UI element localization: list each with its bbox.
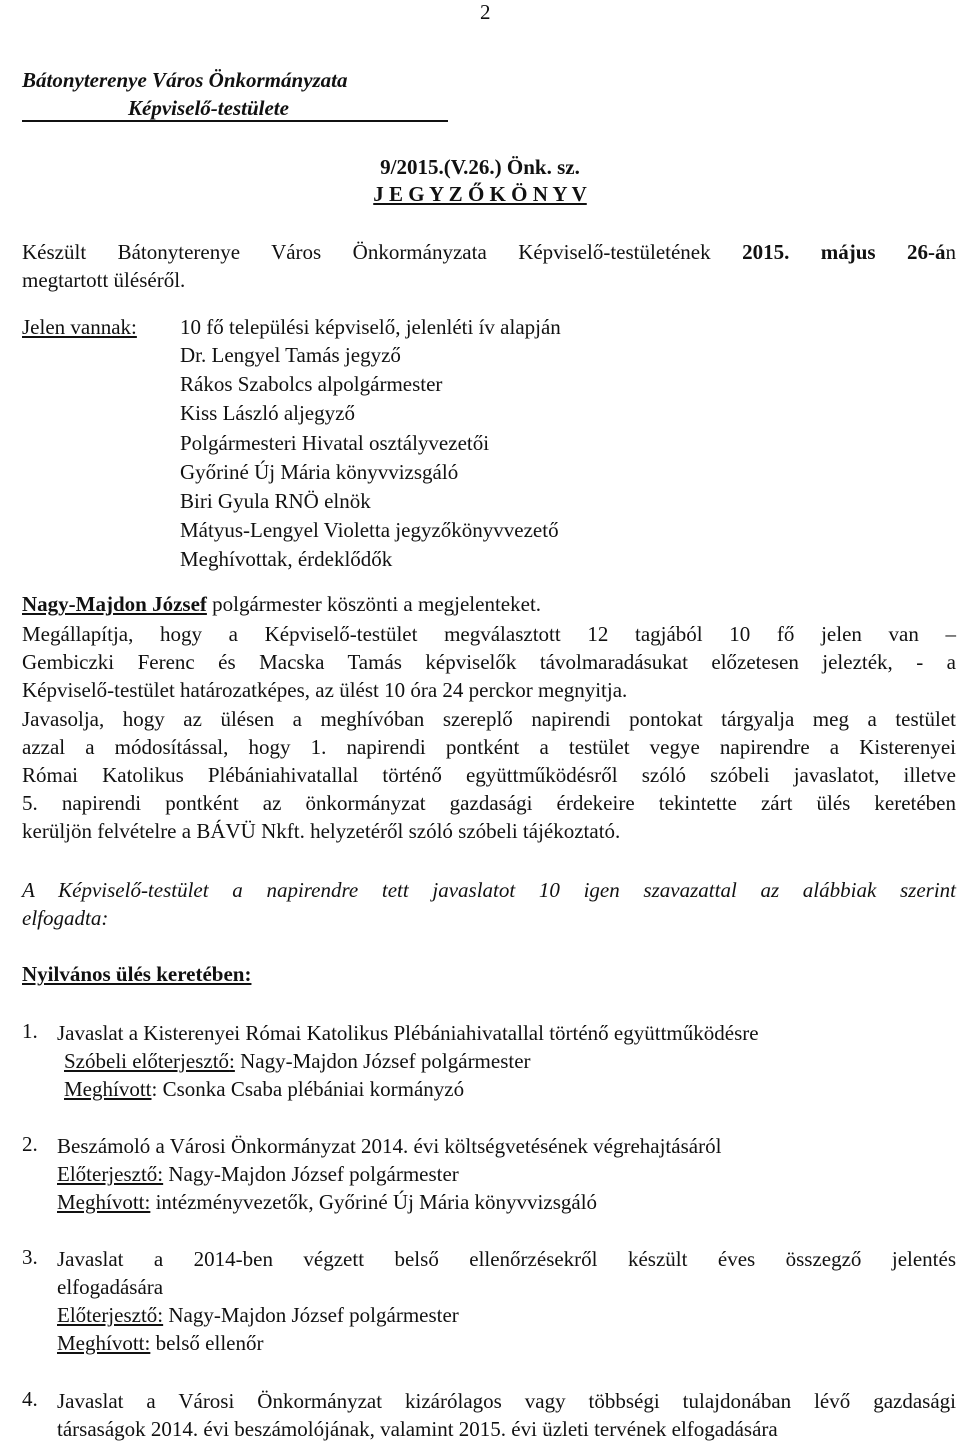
decree-number: 9/2015.(V.26.) Önk. sz. (380, 155, 580, 179)
present-item: Mátyus-Lengyel Violetta jegyzőkönyvvezető (180, 518, 559, 543)
vote-line: elfogadta: (22, 906, 109, 930)
agenda-item-number: 3. (22, 1245, 38, 1269)
intro-date-suffix: n (945, 240, 956, 264)
invited-name: belső ellenőr (150, 1331, 264, 1355)
present-item: Meghívottak, érdeklődők (180, 547, 393, 572)
findings-line: Képviselő-testület határozatképes, az ülést 10 óra 24 perckor megnyitja. (22, 678, 628, 702)
present-item: Polgármesteri Hivatal osztályvezetői (180, 430, 490, 455)
vote-line: A Képviselő-testület a napirendre tett javaslatot 10 igen szavazattal az alábbiak szerint (22, 878, 956, 902)
document-heading (0, 182, 960, 207)
proposal-paragraph (22, 705, 956, 845)
invited-name: Csonka Csaba plébániai kormányzó (157, 1077, 465, 1101)
invited-label: Meghívott: (57, 1331, 151, 1355)
intro-paragraph (22, 238, 956, 294)
present-item: Dr. Lengyel Tamás jegyző (180, 343, 401, 367)
mayor-name: Nagy-Majdon József (22, 592, 207, 616)
present-label (22, 315, 137, 340)
proposal-line: azzal a módosítással, hogy 1. napirendi pontként a testület vegye napirendre a Kisterenyei (22, 735, 956, 759)
presenter-label: Szóbeli előterjesztő (64, 1049, 230, 1073)
org-name: Bátonyterenye Város Önkormányzata (22, 68, 348, 92)
agenda-item (57, 1245, 956, 1357)
agenda-item-invited (64, 1075, 956, 1103)
org-body: Képviselő-testülete (128, 96, 289, 120)
invited-label: Meghívott: (57, 1190, 151, 1214)
page-number: 2 (480, 0, 491, 24)
present-item: Győriné Új Mária könyvvizsgáló (180, 459, 459, 484)
invited-sep: : (151, 1077, 158, 1101)
public-session-heading-text: Nyilvános ülés keretében: (22, 962, 252, 986)
agenda-item-invited (57, 1329, 956, 1357)
agenda-item (57, 1019, 956, 1103)
proposal-line: Javasolja, hogy az ülésen a meghívóban szereplő napirendi pontokat tárgyalja meg a testület (22, 707, 956, 731)
presenter-name: Nagy-Majdon József polgármester (163, 1162, 459, 1186)
agenda-item-title: Javaslat a 2014-ben végzett belső ellenőrzésekről készült éves összegző jelentés (57, 1247, 956, 1271)
agenda-item (57, 1132, 956, 1216)
greeting-rest: polgármester köszönti a megjelenteket. (206, 592, 542, 616)
agenda-item-number: 2. (22, 1132, 38, 1156)
present-item: Biri Gyula RNÖ elnök (180, 489, 371, 514)
findings-paragraph (22, 620, 956, 704)
presenter-sep: : (229, 1049, 235, 1073)
agenda-item (57, 1387, 956, 1443)
greeting (22, 592, 541, 617)
agenda-item-presenter (64, 1047, 956, 1075)
invited-name: intézményvezetők, Győriné Új Mária könyvvizsgáló (150, 1190, 598, 1214)
proposal-line: 5. napirendi pontként az önkormányzat gazdasági érdekeire tekintette zárt ülés keretében (22, 791, 956, 815)
agenda-item-presenter (57, 1301, 956, 1329)
present-list (180, 341, 559, 575)
present-first: 10 fő települési képviselő, jelenléti ív alapján (180, 315, 561, 339)
document-heading-text: J E G Y Z Ő K Ö N Y V (373, 182, 587, 206)
vote-paragraph (22, 876, 956, 932)
presenter-name: Nagy-Majdon József polgármester (163, 1303, 459, 1327)
presenter-label: Előterjesztő: (57, 1162, 164, 1186)
agenda-item-title-cont: elfogadására (57, 1275, 164, 1299)
agenda-item-invited (57, 1188, 956, 1216)
findings-line: Gembiczki Ferenc és Macska Tamás képviselők távolmaradásukat előzetesen jelezték, - a (22, 650, 956, 674)
present-item: Kiss László aljegyző (180, 401, 355, 426)
invited-label: Meghívott (64, 1077, 152, 1101)
agenda-item-number: 1. (22, 1019, 38, 1043)
agenda-item-title-cont: társaságok 2014. évi beszámolójának, valamint 2015. évi üzleti tervének elfogadására (57, 1417, 778, 1441)
agenda-item-number: 4. (22, 1387, 38, 1411)
present-item: Rákos Szabolcs alpolgármester (180, 372, 443, 397)
intro-prefix: Készült Bátonyterenye Város Önkormányzata Képviselő-testületének (22, 240, 743, 264)
intro-date: 2015. május 26-á (742, 240, 946, 264)
header-rule (22, 120, 448, 122)
public-session-heading (22, 962, 251, 987)
proposal-line: Római Katolikus Plébániahivatallal történő együttműködésről szóló szóbeli javaslatot, illetve (22, 763, 956, 787)
present-label-text: Jelen vannak: (22, 315, 137, 339)
agenda-item-presenter (57, 1160, 956, 1188)
presenter-name: Nagy-Majdon József polgármester (234, 1049, 531, 1073)
presenter-label: Előterjesztő: (57, 1303, 164, 1327)
intro-line2: megtartott üléséről. (22, 268, 186, 292)
proposal-line: kerüljön felvételre a BÁVÜ Nkft. helyzetéről szóló szóbeli tájékoztató. (22, 819, 621, 843)
agenda-item-title: Beszámoló a Városi Önkormányzat 2014. évi költségvetésének végrehajtásáról (57, 1134, 722, 1158)
agenda-item-title: Javaslat a Városi Önkormányzat kizárólagos vagy többségi tulajdonában lévő gazdasági (57, 1389, 956, 1413)
agenda-item-title: Javaslat a Kisterenyei Római Katolikus Plébániahivatallal történő együttműködésre (57, 1021, 759, 1045)
findings-line: Megállapítja, hogy a Képviselő-testület megválasztott 12 tagjából 10 fő jelen van – (22, 622, 956, 646)
